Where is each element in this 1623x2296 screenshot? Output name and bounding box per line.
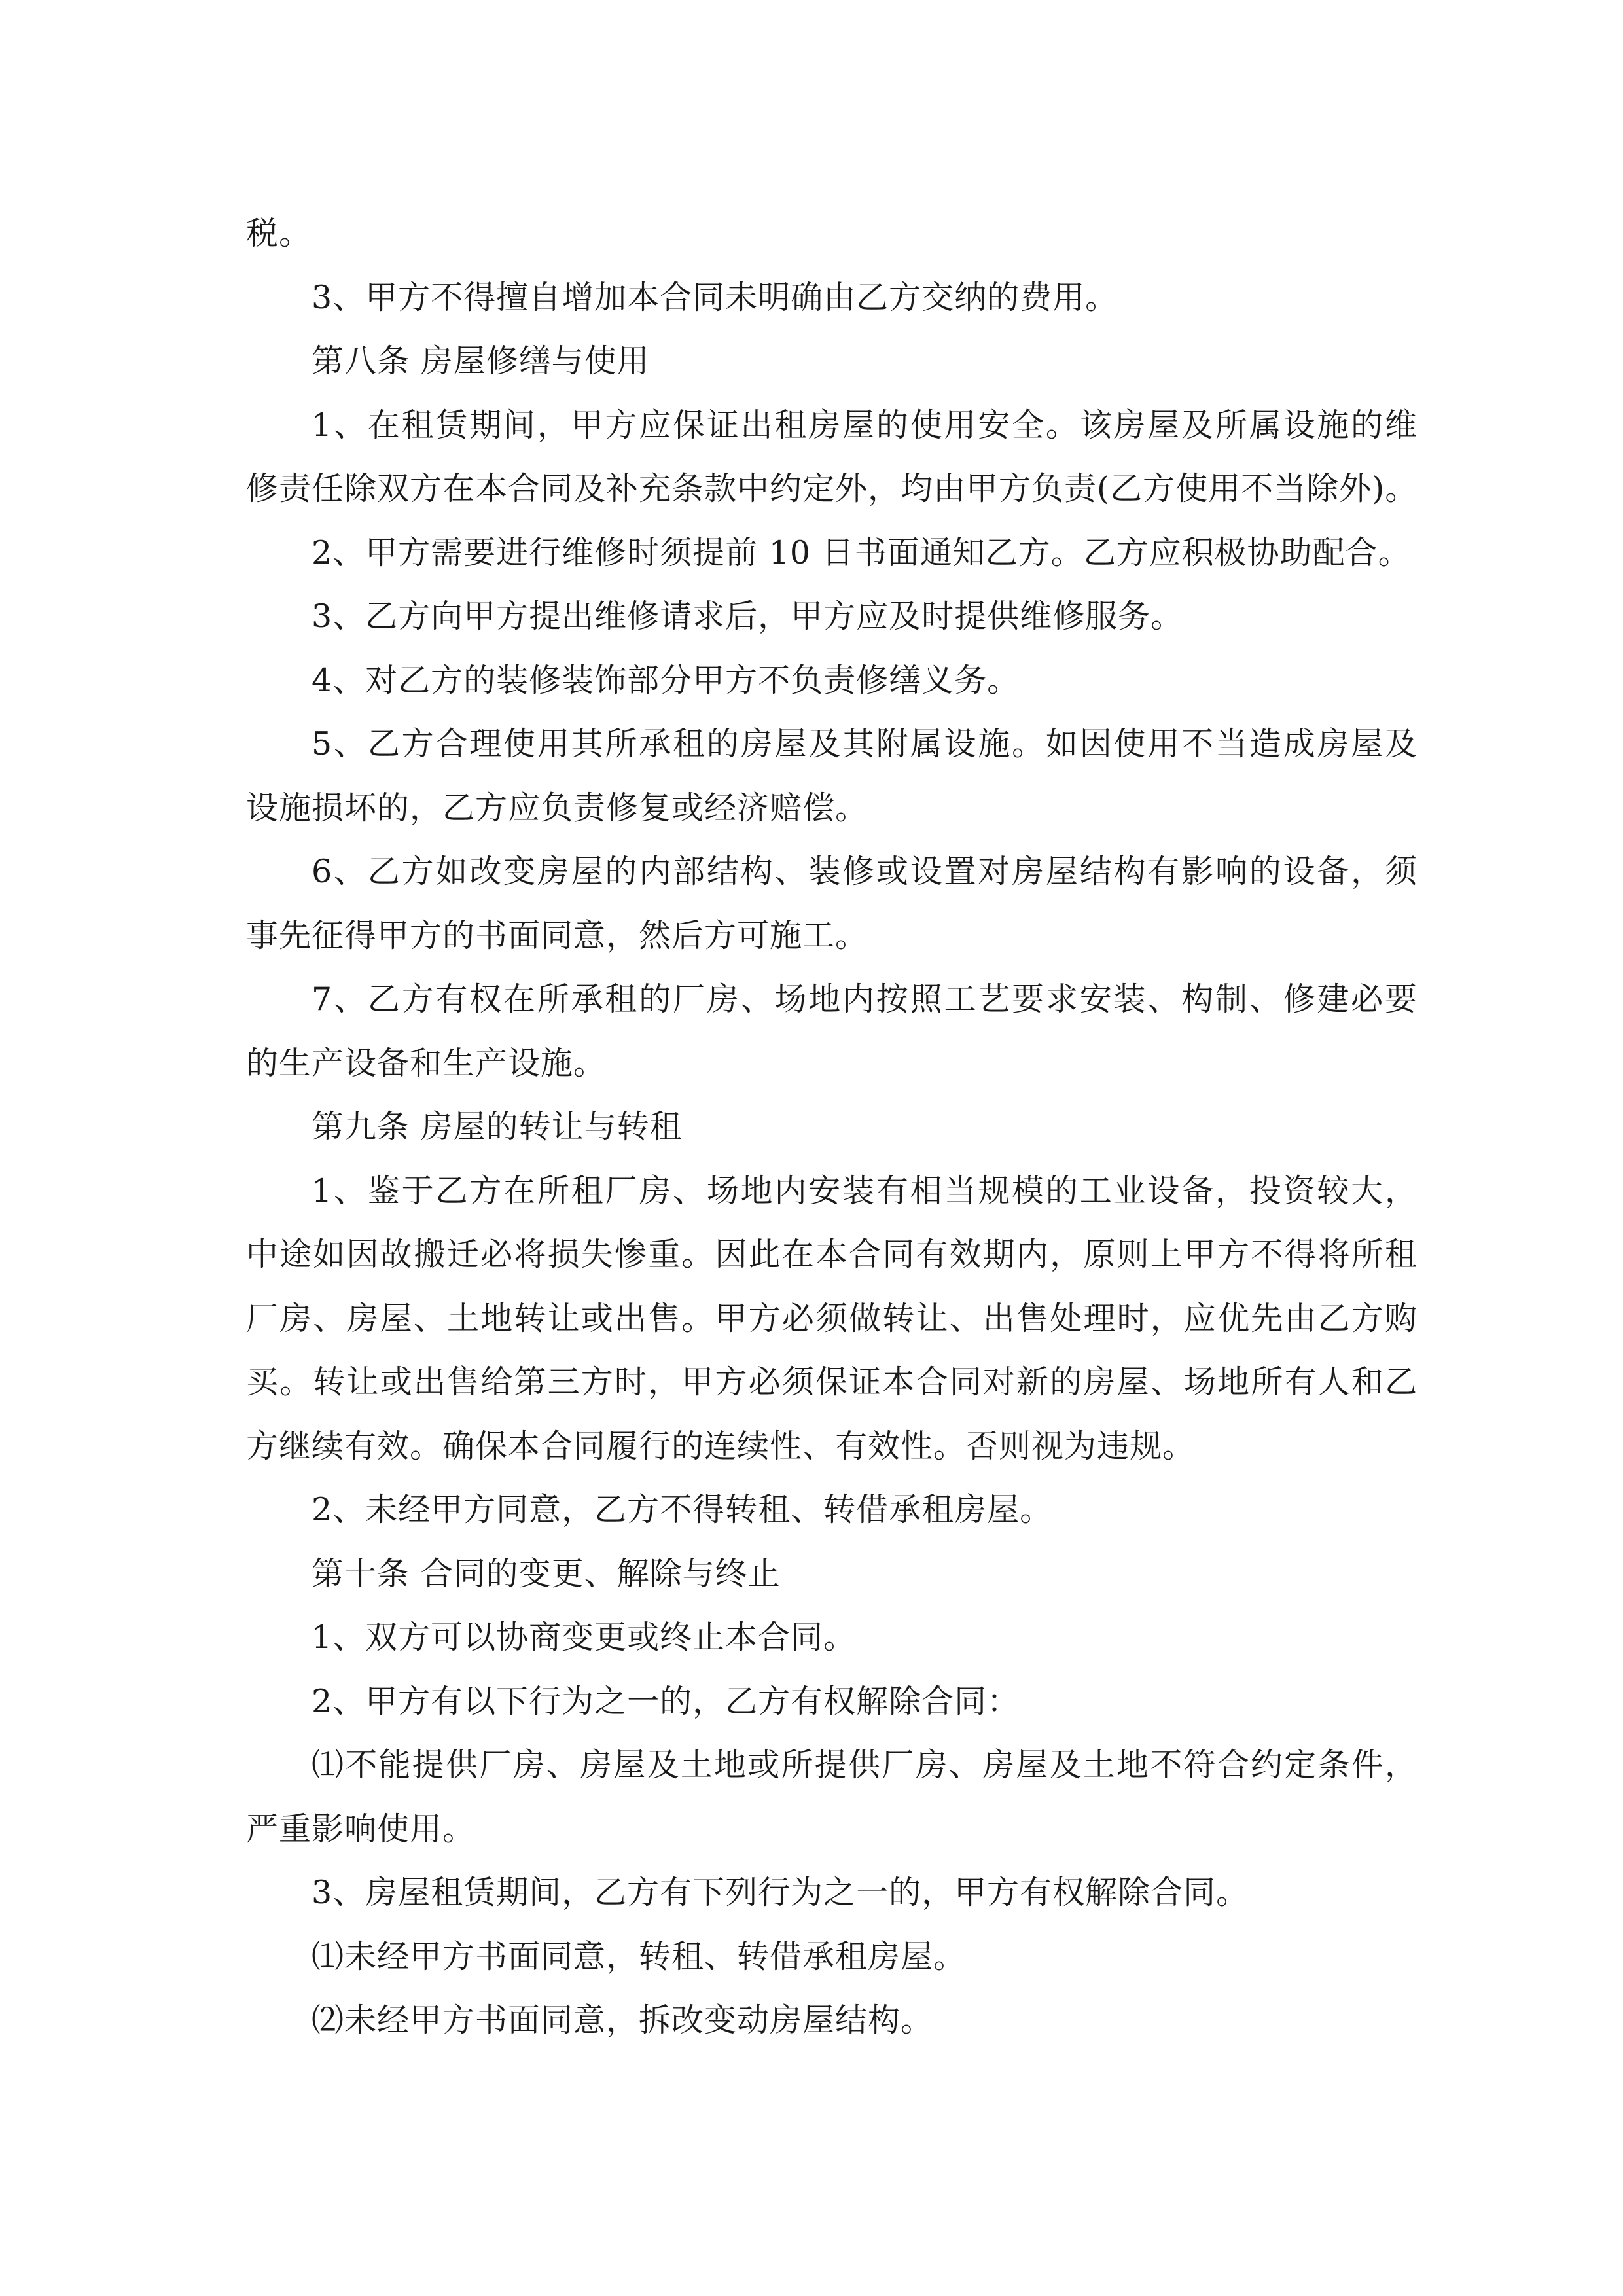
text-line: 2、甲方需要进行维修时须提前 10 日书面通知乙方。乙方应积极协助配合。 <box>312 533 1411 571</box>
text-line: 3、甲方不得擅自增加本合同未明确由乙方交纳的费用。 <box>312 278 1118 316</box>
text-line: 2、甲方有以下行为之一的，乙方有权解除合同： <box>312 1682 1020 1720</box>
text-line: 1、双方可以协商变更或终止本合同。 <box>312 1619 857 1656</box>
text-line: 严重影响使用。 <box>246 1810 476 1848</box>
text-line: 买。转让或出售给第三方时，甲方必须保证本合同对新的房屋、场地所有人和乙 <box>246 1363 1418 1401</box>
text-line: ⑴不能提供厂房、房屋及土地或所提供厂房、房屋及土地不符合约定条件， <box>312 1746 1418 1784</box>
text-line: 5、乙方合理使用其所承租的房屋及其附属设施。如因使用不当造成房屋及 <box>312 725 1418 762</box>
text-line: 税。 <box>246 215 312 252</box>
text-line: 3、房屋租赁期间，乙方有下列行为之一的，甲方有权解除合同。 <box>312 1874 1249 1911</box>
text-line: 方继续有效。确保本合同履行的连续性、有效性。否则视为违规。 <box>246 1427 1196 1465</box>
text-line: 事先征得甲方的书面同意，然后方可施工。 <box>246 916 868 954</box>
text-line: 第九条 房屋的转让与转租 <box>312 1108 683 1145</box>
text-line: 3、乙方向甲方提出维修请求后，甲方应及时提供维修服务。 <box>312 598 1184 635</box>
text-line: 1、在租赁期间，甲方应保证出租房屋的使用安全。该房屋及所属设施的维 <box>312 406 1418 444</box>
text-line: 第八条 房屋修缮与使用 <box>312 342 650 380</box>
text-line: 第十条 合同的变更、解除与终止 <box>312 1554 781 1592</box>
text-line: 厂房、房屋、土地转让或出售。甲方必须做转让、出售处理时，应优先由乙方购 <box>246 1299 1418 1337</box>
text-line: 2、未经甲方同意，乙方不得转租、转借承租房屋。 <box>312 1491 1053 1528</box>
text-line: 7、乙方有权在所承租的厂房、场地内按照工艺要求安装、构制、修建必要 <box>312 980 1418 1018</box>
text-line: 设施损坏的，乙方应负责修复或经济赔偿。 <box>246 789 868 827</box>
text-line: 6、乙方如改变房屋的内部结构、装修或设置对房屋结构有影响的设备，须 <box>312 853 1418 890</box>
text-line: ⑴未经甲方书面同意，转租、转借承租房屋。 <box>312 1937 967 1975</box>
text-line: 中途如因故搬迁必将损失惨重。因此在本合同有效期内，原则上甲方不得将所租 <box>246 1236 1418 1273</box>
text-line: 修责任除双方在本合同及补充条款中约定外，均由甲方负责(乙方使用不当除外)。 <box>246 470 1418 507</box>
text-line: 1、鉴于乙方在所租厂房、场地内安装有相当规模的工业设备，投资较大， <box>312 1172 1418 1210</box>
text-line: ⑵未经甲方书面同意，拆改变动房屋结构。 <box>312 2001 934 2039</box>
document-body <box>246 202 1418 2053</box>
text-line: 的生产设备和生产设施。 <box>246 1044 607 1082</box>
text-line: 4、对乙方的装修装饰部分甲方不负责修缮义务。 <box>312 661 1020 699</box>
